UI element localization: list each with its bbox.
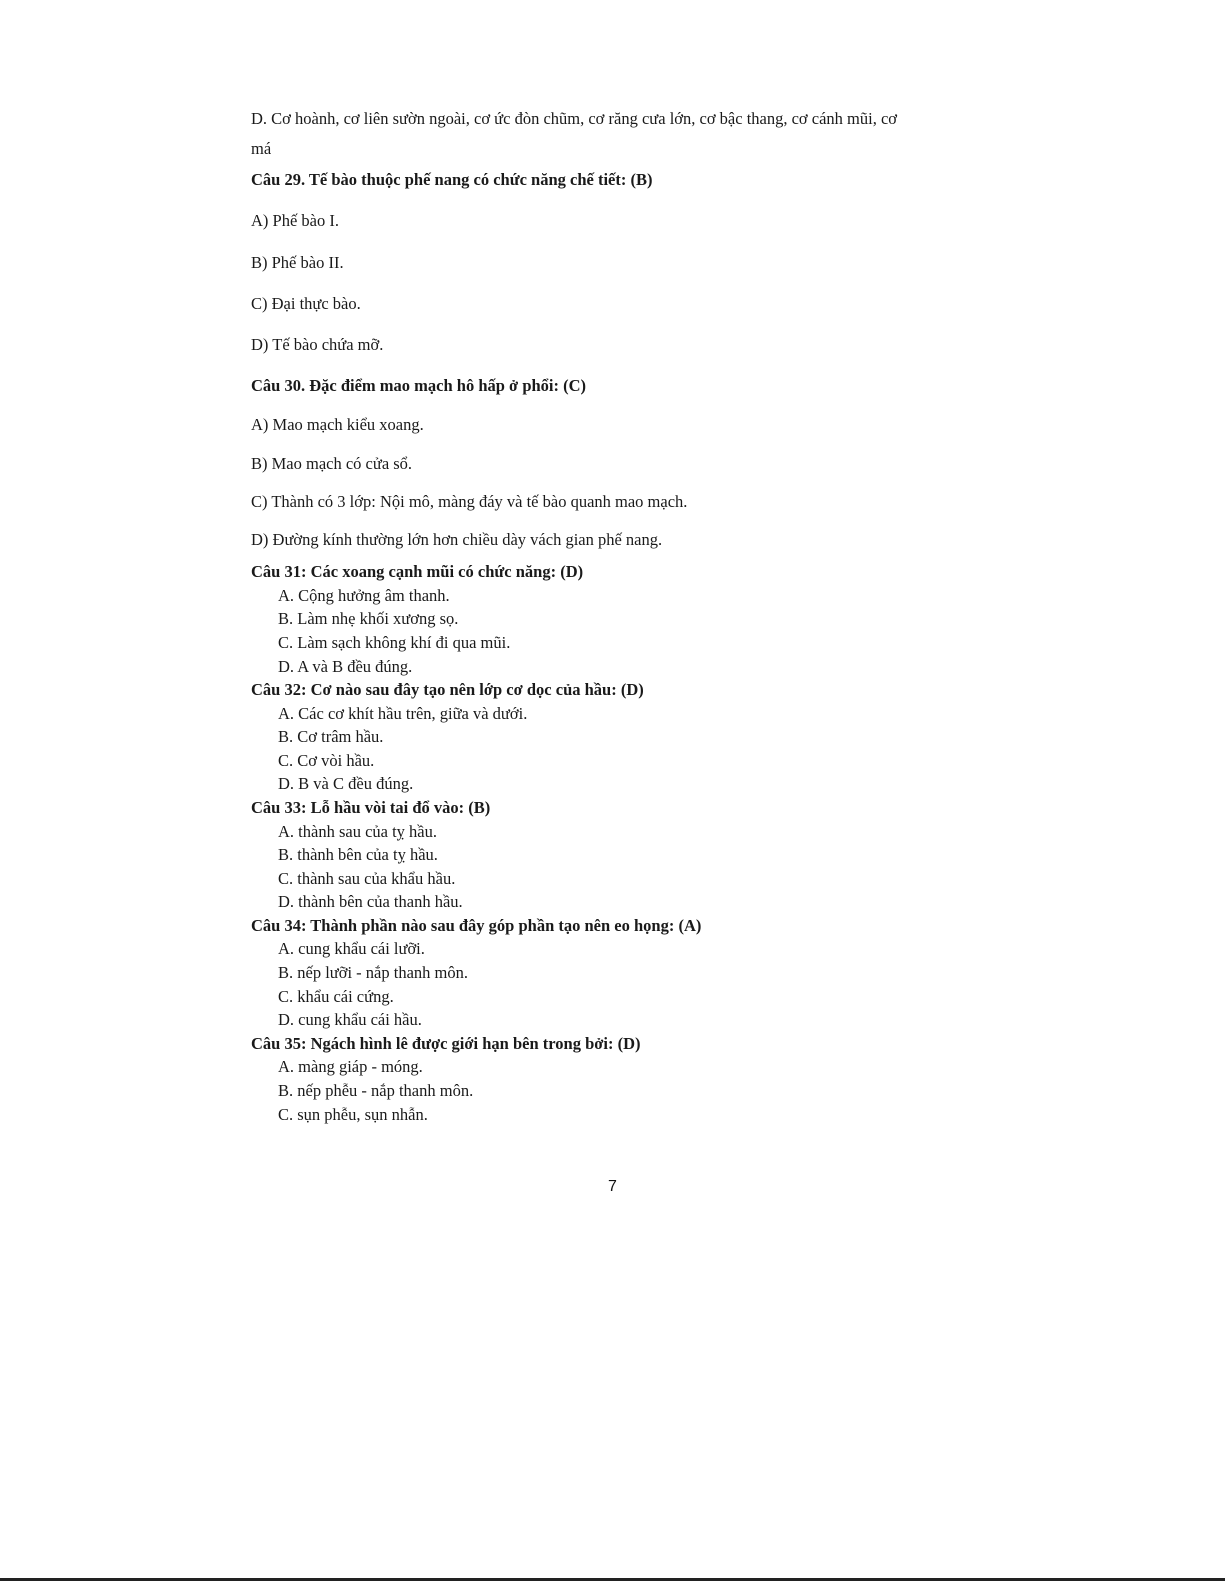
question-33-option-b: B. thành bên của tỵ hầu. [278, 845, 438, 864]
question-31-option-c: C. Làm sạch không khí đi qua mũi. [278, 633, 511, 652]
question-34-title: Câu 34: Thành phần nào sau đây góp phần tạo nên eo họng: (A) [251, 916, 702, 935]
prev-option-d-line2: má [251, 139, 272, 158]
question-35-option-c: C. sụn phễu, sụn nhẫn. [278, 1105, 428, 1124]
question-32-option-d: D. B và C đều đúng. [278, 774, 414, 793]
question-35-option-a: A. màng giáp - móng. [278, 1057, 423, 1076]
prev-option-d-line1: D. Cơ hoành, cơ liên sườn ngoài, cơ ức đòn chũm, cơ răng cưa lớn, cơ bậc thang, cơ cánh mũi, cơ [251, 109, 898, 128]
question-35-title: Câu 35: Ngách hình lê được giới hạn bên trong bởi: (D) [251, 1034, 641, 1053]
question-33-title: Câu 33: Lỗ hầu vòi tai đổ vào: (B) [251, 798, 491, 817]
question-29-option-c: C) Đại thực bào. [251, 294, 361, 313]
question-30-option-d: D) Đường kính thường lớn hơn chiều dày vách gian phế nang. [251, 530, 663, 549]
question-34-option-a: A. cung khẩu cái lưỡi. [278, 939, 425, 958]
question-29-title: Câu 29. Tế bào thuộc phế nang có chức năng chế tiết: (B) [251, 170, 653, 189]
question-34-option-b: B. nếp lưỡi - nắp thanh môn. [278, 963, 468, 982]
question-33-option-d: D. thành bên của thanh hầu. [278, 892, 463, 911]
question-31-option-d: D. A và B đều đúng. [278, 657, 413, 676]
question-35-option-b: B. nếp phễu - nắp thanh môn. [278, 1081, 474, 1100]
question-33-option-a: A. thành sau của tỵ hầu. [278, 822, 437, 841]
question-29-option-d: D) Tế bào chứa mỡ. [251, 335, 384, 354]
question-30-option-c: C) Thành có 3 lớp: Nội mô, màng đáy và tế bào quanh mao mạch. [251, 492, 688, 511]
question-30-option-a: A) Mao mạch kiểu xoang. [251, 415, 424, 434]
question-32-option-a: A. Các cơ khít hầu trên, giữa và dưới. [278, 704, 528, 723]
question-34-option-c: C. khẩu cái cứng. [278, 987, 394, 1006]
question-33-option-c: C. thành sau của khẩu hầu. [278, 869, 456, 888]
question-32-option-b: B. Cơ trâm hầu. [278, 727, 384, 746]
question-31-option-a: A. Cộng hưởng âm thanh. [278, 586, 450, 605]
question-32-option-c: C. Cơ vòi hầu. [278, 751, 375, 770]
question-29-option-a: A) Phế bào I. [251, 211, 339, 230]
question-32-title: Câu 32: Cơ nào sau đây tạo nên lớp cơ dọc của hầu: (D) [251, 680, 644, 699]
page-bottom-border [0, 1578, 1225, 1581]
page-number: 7 [608, 1178, 617, 1195]
question-34-option-d: D. cung khẩu cái hầu. [278, 1010, 422, 1029]
question-30-title: Câu 30. Đặc điểm mao mạch hô hấp ở phổi: (C) [251, 376, 587, 395]
question-29-option-b: B) Phế bào II. [251, 253, 344, 272]
question-31-title: Câu 31: Các xoang cạnh mũi có chức năng: (D) [251, 562, 584, 581]
question-30-option-b: B) Mao mạch có cửa sổ. [251, 454, 413, 473]
question-31-option-b: B. Làm nhẹ khối xương sọ. [278, 609, 459, 628]
